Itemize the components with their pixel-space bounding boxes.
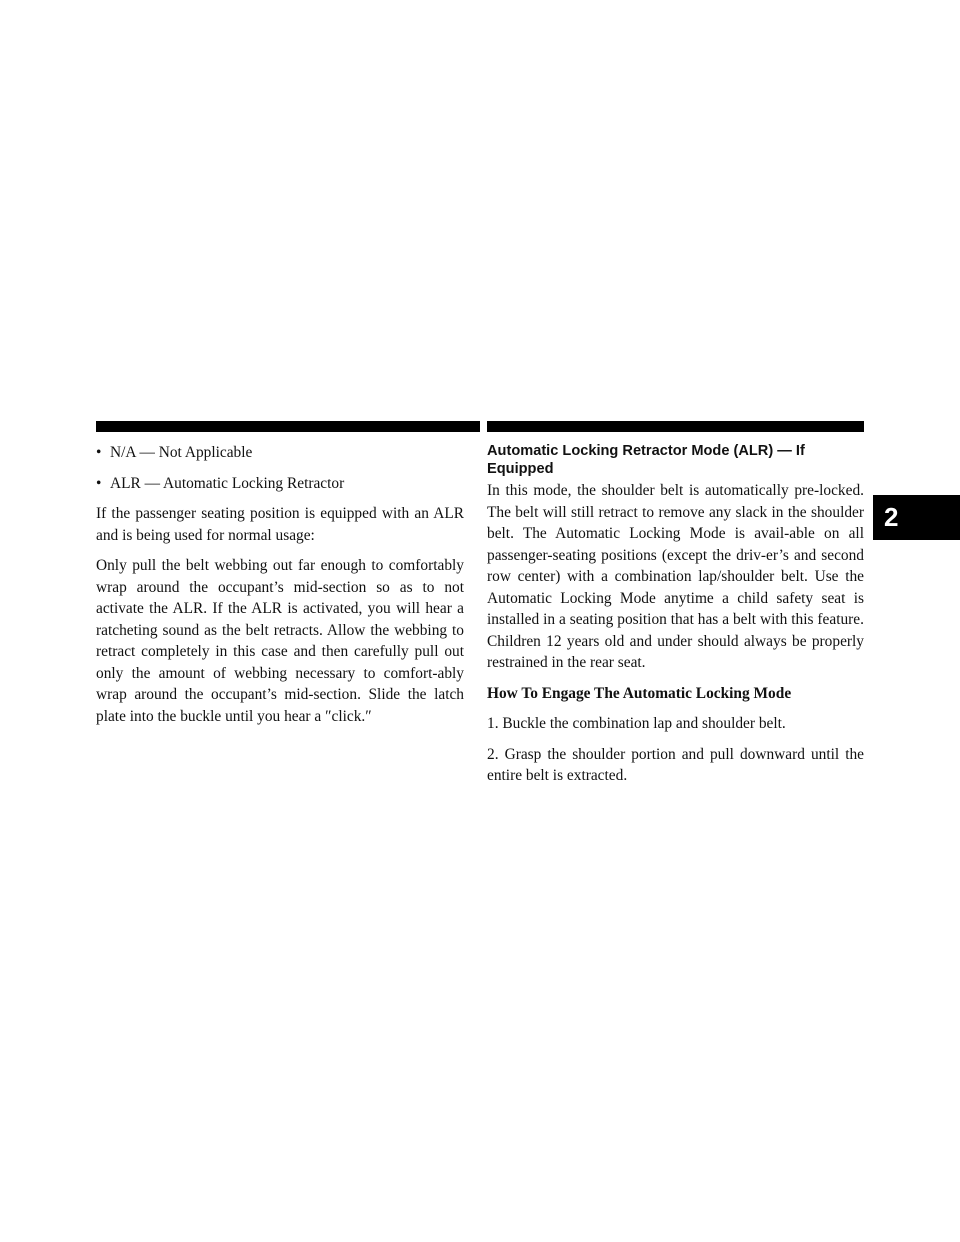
sub-heading: How To Engage The Automatic Locking Mode — [487, 684, 792, 702]
chapter-tab: 2 — [873, 495, 960, 540]
right-column — [487, 442, 864, 796]
page-number: 53 — [840, 421, 853, 433]
running-head-title: THINGS TO KNOW BEFORE STARTING YOUR VEHICLE — [498, 421, 803, 433]
bullet-mark: • — [96, 474, 102, 492]
step-item: 2. Grasp the shoulder portion and pull downward until the entire belt is extracted. — [487, 745, 864, 784]
bullet-text: ALR — Automatic Locking Retractor — [110, 474, 345, 492]
body-paragraph: Only pull the belt webbing out far enough to comfortably wrap around the occupant’s mid-section so as to not activate the ALR. If the ALR is activated, you will hear a ratcheting sound as the belt retracts. Allow the webbing to retract completely in this case and then carefully pull out only the amount of webbing necessary to comfort-ably wrap around the occupant’s mid-section. Slide the latch plate into the buckle until you hear a ″click.″ — [96, 557, 464, 725]
body-paragraph: In this mode, the shoulder belt is automatically pre-locked. The belt will still retract to remove any slack in the shoulder belt. The Automatic Locking Mode is avail-able on all passenger-seating positions (except the driv-er’s and second row center) with a combination lap/shoulder belt. Use the Automatic Locking Mode anytime a child safety seat is installed in a seating position that has a belt with this feature. Children 12 years old and under should always be properly restrained in the rear seat. — [487, 482, 864, 671]
section-heading: Automatic Locking Retractor Mode (ALR) — If Equipped — [487, 443, 805, 477]
bullet-text: N/A — Not Applicable — [110, 444, 253, 461]
left-column — [96, 442, 464, 736]
bullet-item — [96, 442, 464, 464]
body-paragraph: If the passenger seating position is equipped with an ALR and is being used for normal usage: — [96, 505, 464, 544]
step-item: 1. Buckle the combination lap and shoulder belt. — [487, 715, 786, 732]
header-rule — [96, 421, 480, 432]
bullet-mark: • — [96, 444, 102, 461]
bullet-item — [96, 473, 464, 495]
